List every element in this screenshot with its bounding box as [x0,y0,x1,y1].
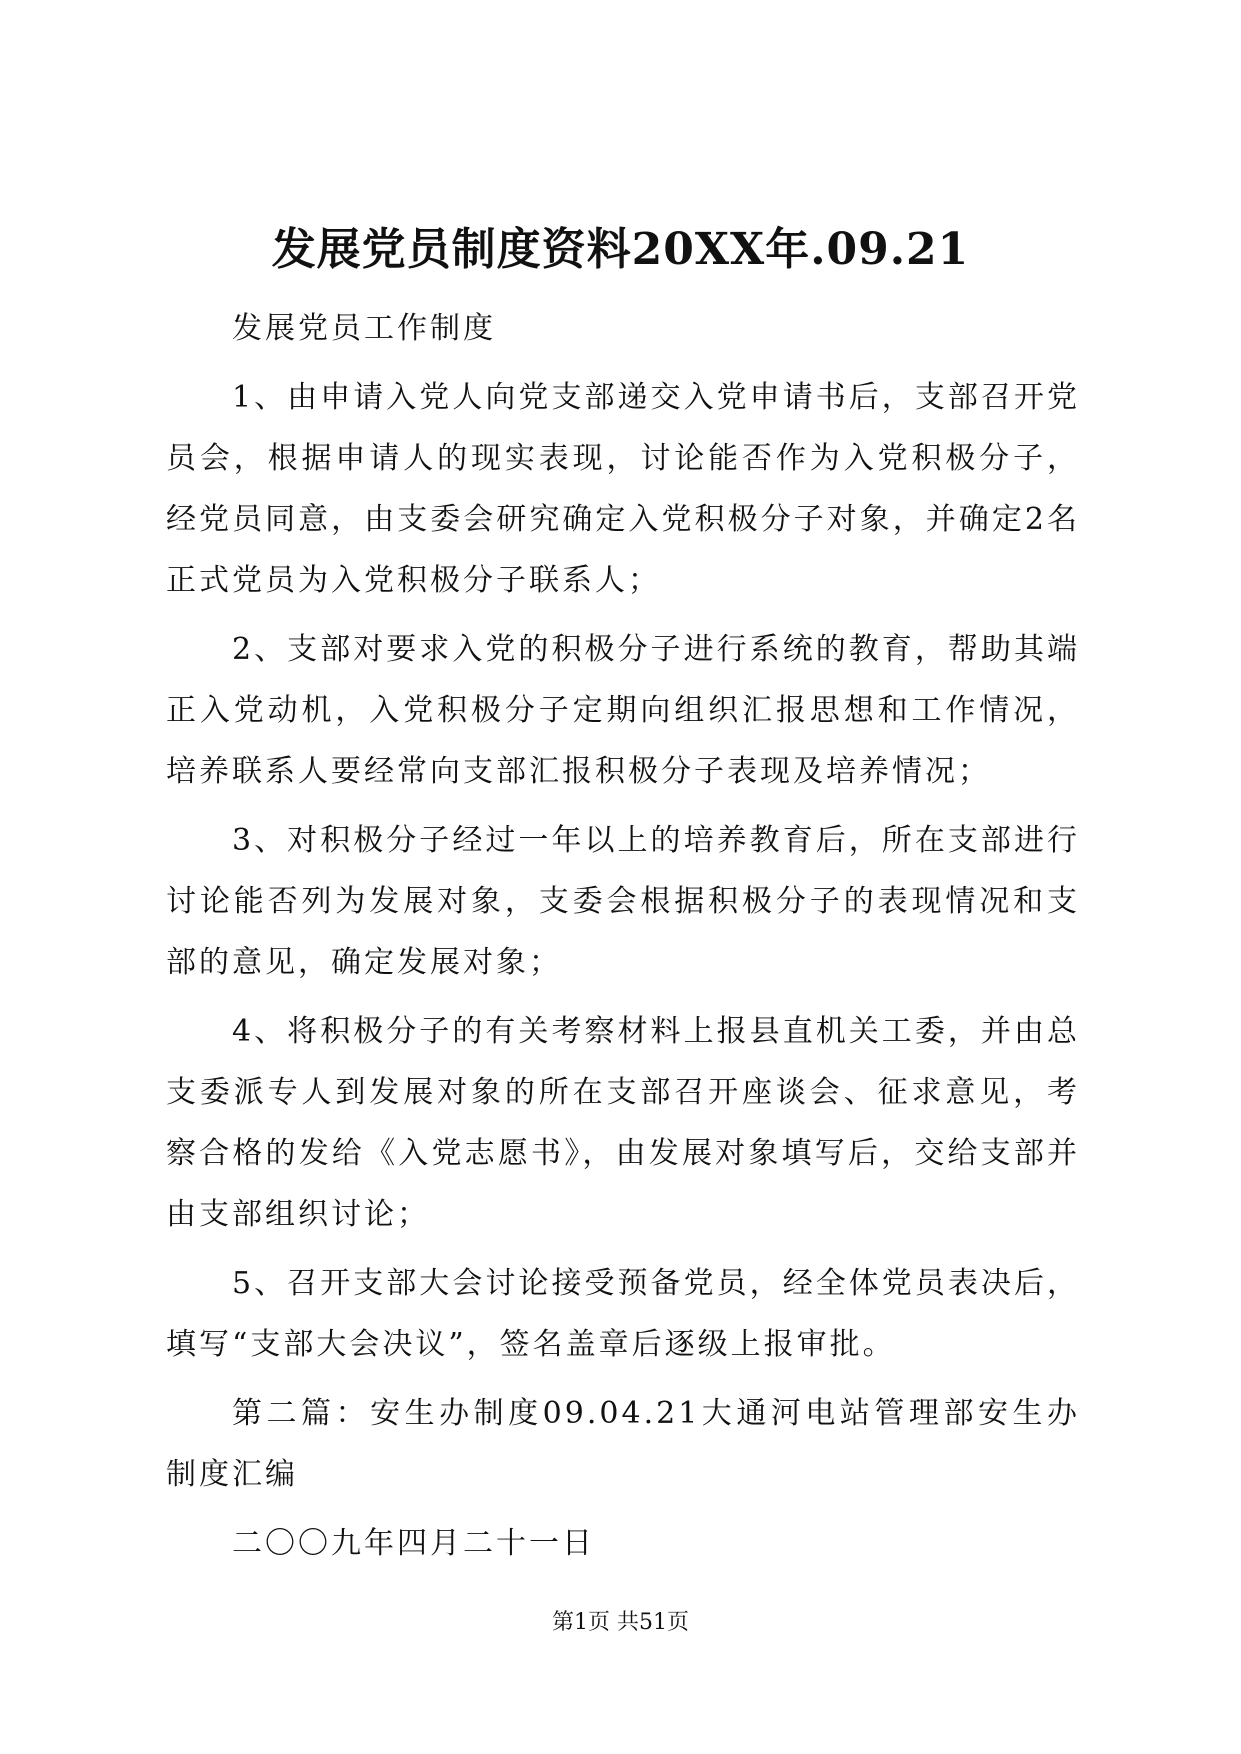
paragraph-3: 3、对积极分子经过一年以上的培养教育后，所在支部进行讨论能否列为发展对象，支委会根据积极分子的表现情况和支部的意见，确定发展对象； [166,823,1080,980]
paragraph-2: 2、支部对要求入党的积极分子进行系统的教育，帮助其端正入党动机，入党积极分子定期向组织汇报思想和工作情况，培养联系人要经常向支部汇报积极分子表现及培养情况； [166,632,1080,789]
paragraph-5: 5、召开支部大会讨论接受预备党员，经全体党员表决后，填写“支部大会决议”，签名盖章后逐级上报审批。 [166,1266,1080,1362]
document-body [166,298,1080,1574]
date-line: 二〇〇九年四月二十一日 [232,1526,595,1561]
section-subtitle: 发展党员工作制度 [232,311,496,346]
paragraph-4: 4、将积极分子的有关考察材料上报县直机关工委，并由总支委派专人到发展对象的所在支部召开座谈会、征求意见，考察合格的发给《入党志愿书》，由发展对象填写后，交给支部并由支部组织讨论； [166,1014,1080,1232]
second-article-heading: 第二篇：安生办制度09.04.21大通河电站管理部安生办制度汇编 [166,1396,1080,1492]
paragraph-1: 1、由申请入党人向党支部递交入党申请书后，支部召开党员会，根据申请人的现实表现，讨论能否作为入党积极分子，经党员同意，由支委会研究确定入党积极分子对象，并确定2名正式党员为入党积极分子联系人； [166,380,1080,598]
document-title: 发展党员制度资料20XX年.09.21 [271,224,970,275]
page-indicator: 第1页 共51页 [552,1610,689,1635]
